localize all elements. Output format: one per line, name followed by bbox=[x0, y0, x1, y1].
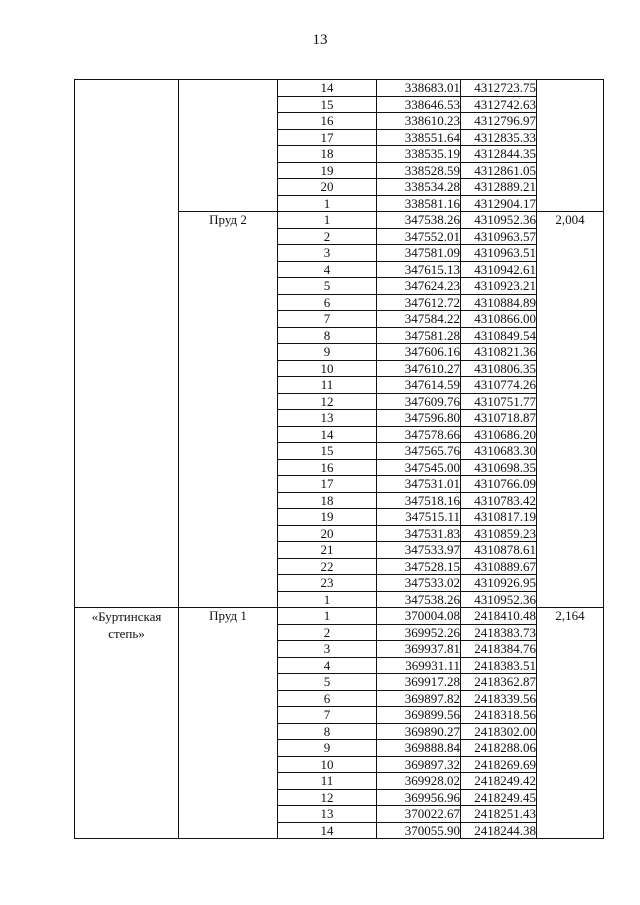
territory-name-cell bbox=[75, 608, 179, 839]
x-coordinate-cell: 347565.76 bbox=[377, 443, 461, 460]
point-number-cell: 18 bbox=[278, 492, 377, 509]
y-coordinate-cell: 2418302.00 bbox=[461, 723, 537, 740]
x-coordinate-cell: 347518.16 bbox=[377, 492, 461, 509]
point-number-cell: 1 bbox=[278, 591, 377, 608]
x-coordinate-cell: 347533.97 bbox=[377, 542, 461, 559]
x-coordinate-cell: 347515.11 bbox=[377, 509, 461, 526]
point-number-cell: 9 bbox=[278, 344, 377, 361]
point-number-cell: 23 bbox=[278, 575, 377, 592]
x-coordinate-cell: 347581.28 bbox=[377, 327, 461, 344]
x-coordinate-cell: 369888.84 bbox=[377, 740, 461, 757]
x-coordinate-cell: 347578.66 bbox=[377, 426, 461, 443]
point-number-cell: 2 bbox=[278, 228, 377, 245]
x-coordinate-cell: 347615.13 bbox=[377, 261, 461, 278]
area-cell bbox=[537, 80, 604, 212]
point-number-cell: 15 bbox=[278, 96, 377, 113]
table-row bbox=[75, 80, 604, 97]
point-number-cell: 16 bbox=[278, 459, 377, 476]
x-coordinate-cell: 338528.59 bbox=[377, 162, 461, 179]
area-cell: 2,164 bbox=[537, 608, 604, 839]
point-number-cell: 2 bbox=[278, 624, 377, 641]
y-coordinate-cell: 4310878.61 bbox=[461, 542, 537, 559]
point-number-cell: 10 bbox=[278, 360, 377, 377]
point-number-cell: 18 bbox=[278, 146, 377, 163]
point-number-cell: 11 bbox=[278, 377, 377, 394]
y-coordinate-cell: 2418410.48 bbox=[461, 608, 537, 625]
point-number-cell: 19 bbox=[278, 162, 377, 179]
x-coordinate-cell: 369899.56 bbox=[377, 707, 461, 724]
y-coordinate-cell: 4312861.05 bbox=[461, 162, 537, 179]
point-number-cell: 4 bbox=[278, 261, 377, 278]
object-name-cell bbox=[179, 80, 278, 212]
y-coordinate-cell: 2418269.69 bbox=[461, 756, 537, 773]
point-number-cell: 6 bbox=[278, 294, 377, 311]
x-coordinate-cell: 370055.90 bbox=[377, 822, 461, 839]
x-coordinate-cell: 347552.01 bbox=[377, 228, 461, 245]
point-number-cell: 7 bbox=[278, 707, 377, 724]
x-coordinate-cell: 338646.53 bbox=[377, 96, 461, 113]
y-coordinate-cell: 4310751.77 bbox=[461, 393, 537, 410]
object-name-cell: Пруд 2 bbox=[179, 212, 278, 608]
y-coordinate-cell: 4310926.95 bbox=[461, 575, 537, 592]
x-coordinate-cell: 347610.27 bbox=[377, 360, 461, 377]
x-coordinate-cell: 347528.15 bbox=[377, 558, 461, 575]
y-coordinate-cell: 2418249.45 bbox=[461, 789, 537, 806]
point-number-cell: 17 bbox=[278, 476, 377, 493]
area-cell: 2,004 bbox=[537, 212, 604, 608]
point-number-cell: 13 bbox=[278, 410, 377, 427]
y-coordinate-cell: 4310821.36 bbox=[461, 344, 537, 361]
point-number-cell: 6 bbox=[278, 690, 377, 707]
x-coordinate-cell: 338610.23 bbox=[377, 113, 461, 130]
x-coordinate-cell: 369897.82 bbox=[377, 690, 461, 707]
x-coordinate-cell: 347531.83 bbox=[377, 525, 461, 542]
point-number-cell: 22 bbox=[278, 558, 377, 575]
x-coordinate-cell: 347581.09 bbox=[377, 245, 461, 262]
point-number-cell: 10 bbox=[278, 756, 377, 773]
y-coordinate-cell: 4310866.00 bbox=[461, 311, 537, 328]
y-coordinate-cell: 2418249.42 bbox=[461, 773, 537, 790]
point-number-cell: 1 bbox=[278, 608, 377, 625]
x-coordinate-cell: 369897.32 bbox=[377, 756, 461, 773]
point-number-cell: 5 bbox=[278, 278, 377, 295]
point-number-cell: 12 bbox=[278, 789, 377, 806]
y-coordinate-cell: 4310963.51 bbox=[461, 245, 537, 262]
y-coordinate-cell: 4310952.36 bbox=[461, 212, 537, 229]
point-number-cell: 14 bbox=[278, 822, 377, 839]
x-coordinate-cell: 347624.23 bbox=[377, 278, 461, 295]
point-number-cell: 20 bbox=[278, 525, 377, 542]
y-coordinate-cell: 2418339.56 bbox=[461, 690, 537, 707]
point-number-cell: 1 bbox=[278, 195, 377, 212]
x-coordinate-cell: 369952.26 bbox=[377, 624, 461, 641]
territory-name: «Буртинская степь» bbox=[91, 609, 162, 641]
point-number-cell: 9 bbox=[278, 740, 377, 757]
point-number-cell: 17 bbox=[278, 129, 377, 146]
y-coordinate-cell: 4312835.33 bbox=[461, 129, 537, 146]
x-coordinate-cell: 347596.80 bbox=[377, 410, 461, 427]
y-coordinate-cell: 4312742.63 bbox=[461, 96, 537, 113]
point-number-cell: 5 bbox=[278, 674, 377, 691]
point-number-cell: 19 bbox=[278, 509, 377, 526]
page-number: 13 bbox=[312, 32, 328, 48]
x-coordinate-cell: 369937.81 bbox=[377, 641, 461, 658]
y-coordinate-cell: 4310686.20 bbox=[461, 426, 537, 443]
y-coordinate-cell: 4310817.19 bbox=[461, 509, 537, 526]
territory-name-cell bbox=[75, 80, 179, 608]
x-coordinate-cell: 369931.11 bbox=[377, 657, 461, 674]
y-coordinate-cell: 2418383.51 bbox=[461, 657, 537, 674]
point-number-cell: 8 bbox=[278, 723, 377, 740]
y-coordinate-cell: 2418362.87 bbox=[461, 674, 537, 691]
y-coordinate-cell: 2418384.76 bbox=[461, 641, 537, 658]
y-coordinate-cell: 4310923.21 bbox=[461, 278, 537, 295]
x-coordinate-cell: 338551.64 bbox=[377, 129, 461, 146]
table-row bbox=[75, 608, 604, 625]
y-coordinate-cell: 4310859.23 bbox=[461, 525, 537, 542]
y-coordinate-cell: 4310889.67 bbox=[461, 558, 537, 575]
y-coordinate-cell: 4312844.35 bbox=[461, 146, 537, 163]
x-coordinate-cell: 347612.72 bbox=[377, 294, 461, 311]
x-coordinate-cell: 347533.02 bbox=[377, 575, 461, 592]
point-number-cell: 13 bbox=[278, 806, 377, 823]
point-number-cell: 8 bbox=[278, 327, 377, 344]
y-coordinate-cell: 2418383.73 bbox=[461, 624, 537, 641]
x-coordinate-cell: 347606.16 bbox=[377, 344, 461, 361]
y-coordinate-cell: 4310783.42 bbox=[461, 492, 537, 509]
object-name-cell: Пруд 1 bbox=[179, 608, 278, 839]
y-coordinate-cell: 4310766.09 bbox=[461, 476, 537, 493]
x-coordinate-cell: 369890.27 bbox=[377, 723, 461, 740]
x-coordinate-cell: 370022.67 bbox=[377, 806, 461, 823]
point-number-cell: 12 bbox=[278, 393, 377, 410]
x-coordinate-cell: 347538.26 bbox=[377, 591, 461, 608]
y-coordinate-cell: 4312889.21 bbox=[461, 179, 537, 196]
y-coordinate-cell: 4310683.30 bbox=[461, 443, 537, 460]
x-coordinate-cell: 370004.08 bbox=[377, 608, 461, 625]
coordinates-table bbox=[74, 79, 604, 839]
x-coordinate-cell: 347531.01 bbox=[377, 476, 461, 493]
point-number-cell: 20 bbox=[278, 179, 377, 196]
y-coordinate-cell: 4312723.75 bbox=[461, 80, 537, 97]
x-coordinate-cell: 369928.02 bbox=[377, 773, 461, 790]
y-coordinate-cell: 4310849.54 bbox=[461, 327, 537, 344]
x-coordinate-cell: 347609.76 bbox=[377, 393, 461, 410]
point-number-cell: 11 bbox=[278, 773, 377, 790]
y-coordinate-cell: 4312904.17 bbox=[461, 195, 537, 212]
y-coordinate-cell: 4310806.35 bbox=[461, 360, 537, 377]
x-coordinate-cell: 369956.96 bbox=[377, 789, 461, 806]
y-coordinate-cell: 2418251.43 bbox=[461, 806, 537, 823]
x-coordinate-cell: 347584.22 bbox=[377, 311, 461, 328]
point-number-cell: 4 bbox=[278, 657, 377, 674]
y-coordinate-cell: 4310774.26 bbox=[461, 377, 537, 394]
point-number-cell: 15 bbox=[278, 443, 377, 460]
x-coordinate-cell: 369917.28 bbox=[377, 674, 461, 691]
x-coordinate-cell: 338683.01 bbox=[377, 80, 461, 97]
y-coordinate-cell: 4310718.87 bbox=[461, 410, 537, 427]
x-coordinate-cell: 347545.00 bbox=[377, 459, 461, 476]
point-number-cell: 21 bbox=[278, 542, 377, 559]
x-coordinate-cell: 347538.26 bbox=[377, 212, 461, 229]
coordinates-table-body bbox=[75, 80, 604, 839]
point-number-cell: 3 bbox=[278, 641, 377, 658]
y-coordinate-cell: 4310942.61 bbox=[461, 261, 537, 278]
y-coordinate-cell: 4310698.35 bbox=[461, 459, 537, 476]
point-number-cell: 7 bbox=[278, 311, 377, 328]
point-number-cell: 14 bbox=[278, 80, 377, 97]
y-coordinate-cell: 4310884.89 bbox=[461, 294, 537, 311]
point-number-cell: 1 bbox=[278, 212, 377, 229]
x-coordinate-cell: 338534.28 bbox=[377, 179, 461, 196]
x-coordinate-cell: 338535.19 bbox=[377, 146, 461, 163]
point-number-cell: 16 bbox=[278, 113, 377, 130]
y-coordinate-cell: 4310963.57 bbox=[461, 228, 537, 245]
y-coordinate-cell: 2418244.38 bbox=[461, 822, 537, 839]
x-coordinate-cell: 338581.16 bbox=[377, 195, 461, 212]
point-number-cell: 3 bbox=[278, 245, 377, 262]
y-coordinate-cell: 2418318.56 bbox=[461, 707, 537, 724]
point-number-cell: 14 bbox=[278, 426, 377, 443]
y-coordinate-cell: 4310952.36 bbox=[461, 591, 537, 608]
y-coordinate-cell: 2418288.06 bbox=[461, 740, 537, 757]
x-coordinate-cell: 347614.59 bbox=[377, 377, 461, 394]
y-coordinate-cell: 4312796.97 bbox=[461, 113, 537, 130]
